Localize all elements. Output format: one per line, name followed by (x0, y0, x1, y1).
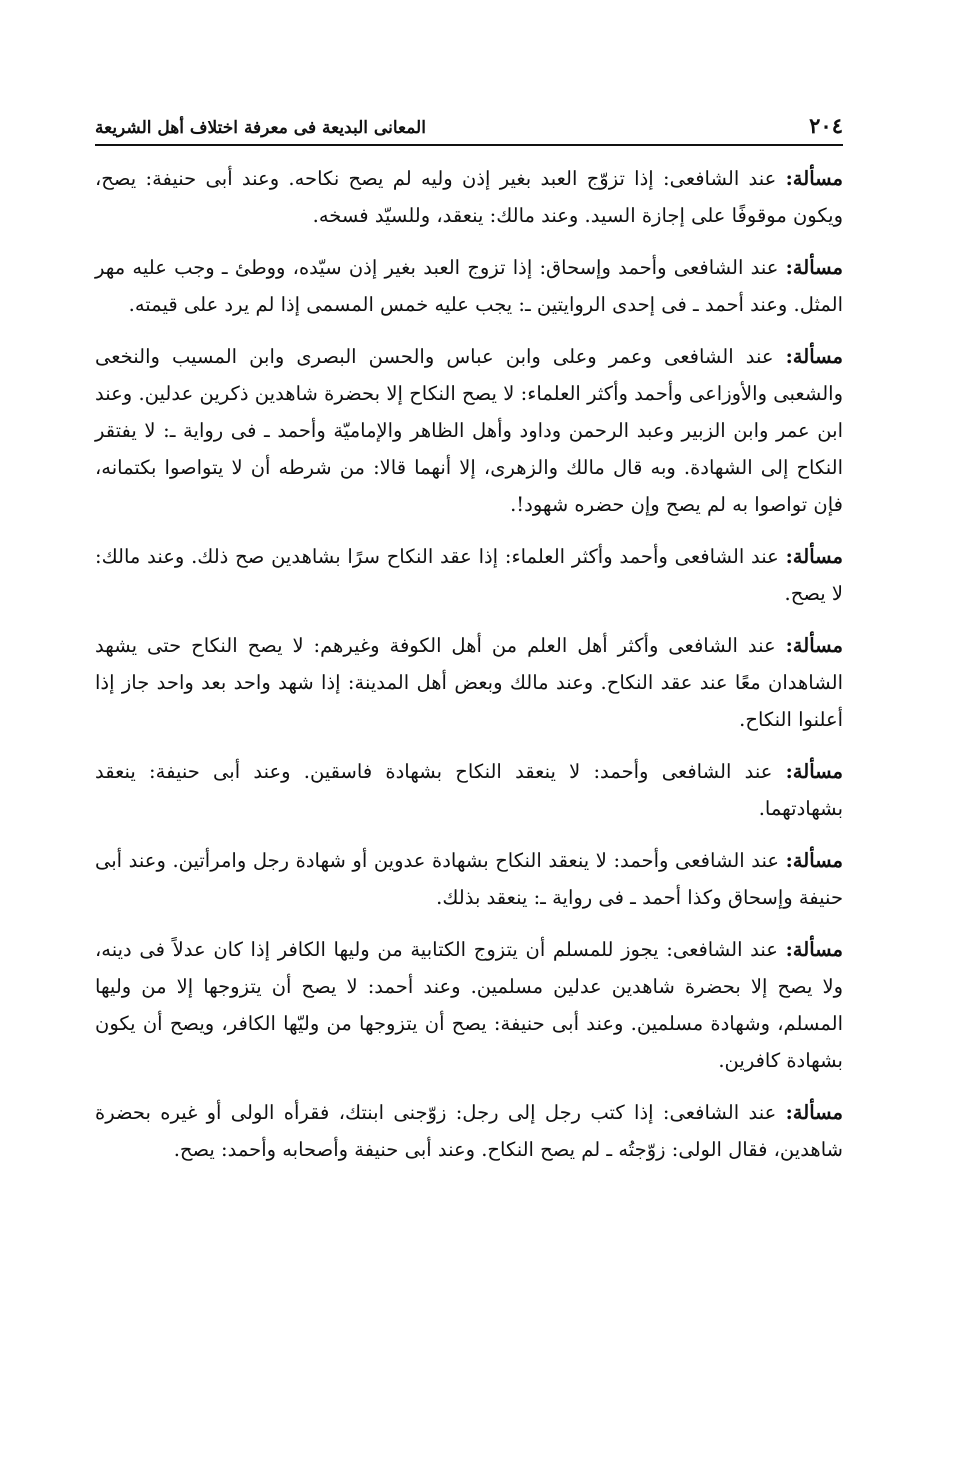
issue-paragraph (95, 931, 843, 1079)
issue-text: عند الشافعى وأحمد: لا ينعقد النكاح بشهادة عدوين أو شهادة رجل وامرأتين. وعند أبى حنيفة وإسحاق وكذا أحمد ـ فى رواية ـ: ينعقد بذلك. (95, 849, 843, 909)
book-page (95, 108, 843, 1183)
issue-label: مسألة: (785, 938, 843, 961)
issue-text: عند الشافعى وأحمد: لا ينعقد النكاح بشهادة فاسقين. وعند أبى حنيفة: ينعقد بشهادتهما. (95, 760, 843, 820)
issue-paragraph (95, 338, 843, 523)
issue-text: عند الشافعى وعمر وعلى وابن عباس والحسن البصرى وابن المسيب والنخعى والشعبى والأوزاعى وأحمد وأكثر العلماء: لا يصح النكاح إلا بحضرة شاهدين ذكرين عدلين. وعند ابن عمر وابن الزبير وعبد الرحمن وداود وأهل الظاهر والإماميّة وأحمد ـ فى رواية ـ: لا يفتقر النكاح إلى الشهادة. وبه قال مالك والزهرى، إلا أنهما قالا: من شرطه أن لا يتواصوا بكتمانه، فإن تواصوا به لم يصح وإن حضره شهود!. (95, 345, 843, 516)
issue-text: عند الشافعى: إذا كتب رجل إلى رجل: زوّجنى ابنتك، فقرأه الولى أو غيره بحضرة شاهدين، فقال الولى: زوّجتُه ـ لم يصح النكاح. وعند أبى حنيفة وأصحابه وأحمد: يصح. (95, 1101, 843, 1161)
running-title: المعانى البديعة فى معرفة اختلاف أهل الشريعة (95, 118, 426, 138)
issue-paragraph (95, 1094, 843, 1168)
issue-paragraph (95, 160, 843, 234)
issue-label: مسألة: (785, 545, 843, 568)
issue-paragraph (95, 627, 843, 738)
issue-text: عند الشافعى: يجوز للمسلم أن يتزوج الكتابية من وليها الكافر إذا كان عدلاً فى دينه، ولا يصح إلا بحضرة شاهدين عدلين مسلمين. وعند أحمد: لا يصح أن يتزوجها إلا من وليها المسلم، وشهادة مسلمين. وعند أبى حنيفة: يصح أن يتزوجها من وليّها الكافر، ويصح أن يكون بشهادة كافرين. (95, 938, 843, 1072)
issue-text: عند الشافعى وأكثر أهل العلم من أهل الكوفة وغيرهم: لا يصح النكاح حتى يشهد الشاهدان معًا عند عقد النكاح. وعند مالك وبعض أهل المدينة: إذا شهد واحد بعد واحد جاز إذا أعلنوا النكاح. (95, 634, 843, 731)
issue-label: مسألة: (785, 1101, 843, 1124)
issue-label: مسألة: (785, 634, 843, 657)
issue-text: عند الشافعى وأحمد وإسحاق: إذا تزوج العبد بغير إذن سيّده، ووطئ ـ وجب عليه مهر المثل. وعند أحمد ـ فى إحدى الروايتين ـ: يجب عليه خمس المسمى إذا لم يرد على قيمته. (95, 256, 843, 316)
issue-label: مسألة: (785, 849, 843, 872)
issue-text: عند الشافعى: إذا تزوّج العبد بغير إذن وليه لم يصح نكاحه. وعند أبى حنيفة: يصح، ويكون موقوفًا على إجازة السيد. وعند مالك: ينعقد، وللسيّد فسخه. (95, 167, 843, 227)
issue-paragraph (95, 842, 843, 916)
running-header (95, 108, 843, 146)
issue-text: عند الشافعى وأحمد وأكثر العلماء: إذا عقد النكاح سرًا بشاهدين صح ذلك. وعند مالك: لا يصح. (95, 545, 843, 605)
page-body (95, 146, 843, 1168)
issue-label: مسألة: (785, 167, 843, 190)
issue-paragraph (95, 538, 843, 612)
issue-paragraph (95, 753, 843, 827)
page-number: ٢٠٤ (809, 113, 843, 138)
issue-label: مسألة: (785, 760, 843, 783)
issue-label: مسألة: (785, 256, 843, 279)
issue-paragraph (95, 249, 843, 323)
issue-label: مسألة: (785, 345, 843, 368)
